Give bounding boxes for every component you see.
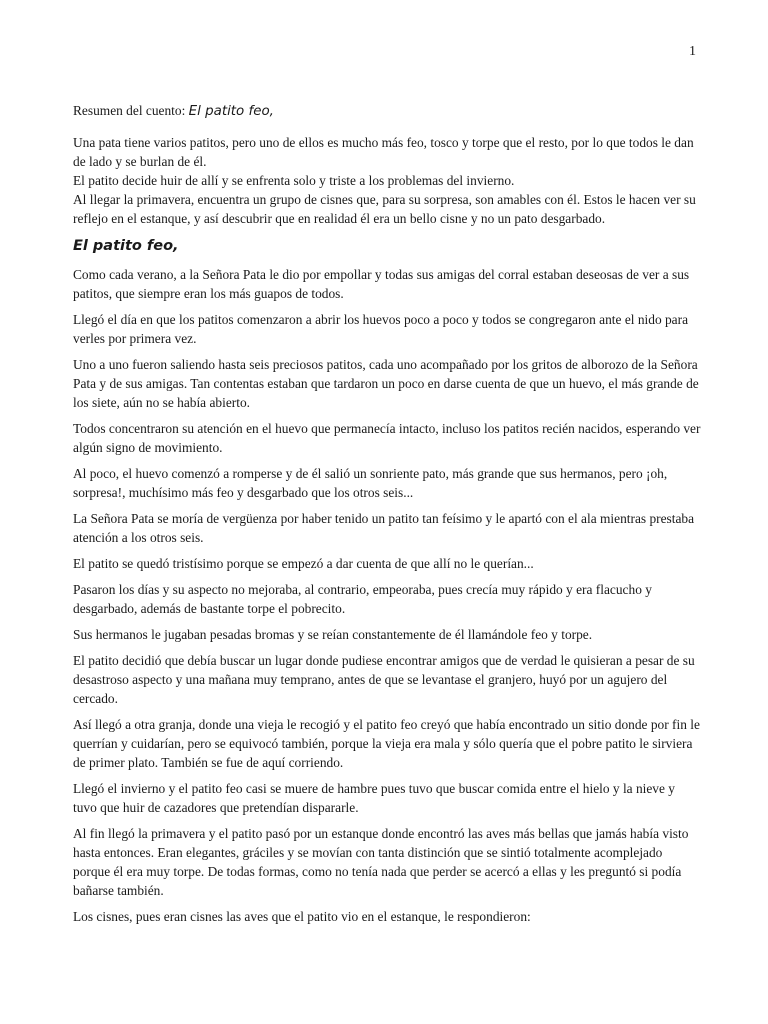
summary-block: [73, 133, 701, 228]
page-number: 1: [689, 44, 696, 59]
story-paragraph: El patito decidió que debía buscar un lugar donde pudiese encontrar amigos que de verdad le quisieran a pesar de su desastroso aspecto y una mañana muy temprano, antes de que se levantase el granjero, huyó por un agujero del cercado.: [73, 653, 695, 706]
story-paragraph: Pasaron los días y su aspecto no mejoraba, al contrario, empeoraba, pues crecía muy rápido y era flacucho y desgarbado, además de bastante torpe el pobrecito.: [73, 582, 652, 616]
summary-paragraph: Una pata tiene varios patitos, pero uno de ellos es mucho más feo, tosco y torpe que el resto, por lo que todos le dan de lado y se burlan de él.: [73, 135, 694, 169]
story-paragraph: Llegó el invierno y el patito feo casi se muere de hambre pues tuvo que buscar comida entre el hielo y la nieve y tuvo que huir de cazadores que pretendían dispararle.: [73, 781, 675, 815]
story-paragraph: Uno a uno fueron saliendo hasta seis preciosos patitos, cada uno acompañado por los gritos de alborozo de la Señora Pata y de sus amigas. Tan contentas estaban que tardaron un poco en darse cuenta de que un huevo, el más grande de los siete, aún no se había abierto.: [73, 357, 699, 410]
story-paragraph: Todos concentraron su atención en el huevo que permanecía intacto, incluso los patitos recién nacidos, esperando ver algún signo de movimiento.: [73, 421, 701, 455]
document-body: [73, 101, 701, 933]
story-paragraph: El patito se quedó tristísimo porque se empezó a dar cuenta de que allí no le querían...: [73, 556, 534, 571]
summary-paragraph: El patito decide huir de allí y se enfrenta solo y triste a los problemas del invierno.: [73, 173, 515, 188]
story-paragraph: Los cisnes, pues eran cisnes las aves que el patito vio en el estanque, le respondieron:: [73, 909, 531, 924]
story-heading: El patito feo,: [73, 238, 179, 254]
summary-label: Resumen del cuento:: [73, 103, 186, 118]
story-paragraph: Sus hermanos le jugaban pesadas bromas y se reían constantemente de él llamándole feo y torpe.: [73, 627, 593, 642]
summary-story-title: El patito feo,: [188, 104, 274, 119]
summary-paragraph: Al llegar la primavera, encuentra un grupo de cisnes que, para su sorpresa, son amables con él. Estos le hacen ver su reflejo en el estanque, y así descubrir que en realidad él era un bello cisne y no un pato desgarbado.: [73, 192, 696, 226]
story-paragraph: La Señora Pata se moría de vergüenza por haber tenido un patito tan feísimo y le apartó con el ala mientras prestaba atención a los otros seis.: [73, 511, 695, 545]
summary-title: [73, 101, 701, 121]
story-paragraph: Llegó el día en que los patitos comenzaron a abrir los huevos poco a poco y todos se congregaron ante el nido para verles por primera vez.: [73, 312, 689, 346]
story-paragraph: Al poco, el huevo comenzó a romperse y de él salió un sonriente pato, más grande que sus hermanos, pero ¡oh, sorpresa!, muchísimo más feo y desgarbado que los otros seis...: [73, 466, 668, 500]
story-paragraph: Al fin llegó la primavera y el patito pasó por un estanque donde encontró las aves más bellas que jamás había visto hasta entonces. Eran elegantes, gráciles y se movían con tanta distinción que se sintió totalmente acomplejado porque él era muy torpe. De todas formas, como no tenía nada que perder se acercó a ellas y les preguntó si podía bañarse también.: [73, 826, 689, 898]
story-paragraph: Como cada verano, a la Señora Pata le dio por empollar y todas sus amigas del corral estaban deseosas de ver a sus patitos, que siempre eran los más guapos de todos.: [73, 267, 690, 301]
story-paragraph: Así llegó a otra granja, donde una vieja le recogió y el patito feo creyó que había encontrado un sitio donde por fin le querrían y cuidarían, pero se equivocó también, porque la vieja era mala y sólo quería que el pobre patito le sirviera de primer plato. También se fue de aquí corriendo.: [73, 717, 700, 770]
